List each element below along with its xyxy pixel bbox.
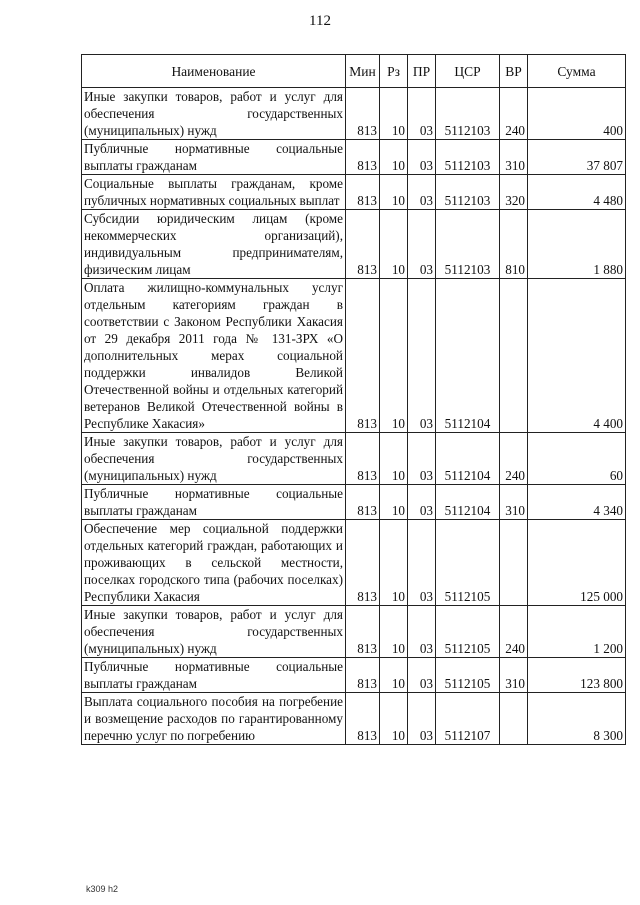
header-vr: ВР <box>500 55 528 88</box>
row-pr: 03 <box>408 88 436 140</box>
row-rz: 10 <box>380 520 408 606</box>
row-vr: 240 <box>500 88 528 140</box>
row-min: 813 <box>346 606 380 658</box>
row-csr: 5112103 <box>436 210 500 279</box>
row-pr: 03 <box>408 433 436 485</box>
row-sum: 4 480 <box>528 175 626 210</box>
header-sum: Сумма <box>528 55 626 88</box>
header-csr: ЦСР <box>436 55 500 88</box>
row-csr: 5112105 <box>436 658 500 693</box>
row-rz: 10 <box>380 693 408 745</box>
row-min: 813 <box>346 693 380 745</box>
budget-table <box>81 54 626 745</box>
row-rz: 10 <box>380 433 408 485</box>
row-rz: 10 <box>380 140 408 175</box>
row-csr: 5112105 <box>436 520 500 606</box>
row-pr: 03 <box>408 279 436 433</box>
header-name: Наименование <box>82 55 346 88</box>
row-name: Публичные нормативные социальные выплаты гражданам <box>82 140 346 175</box>
row-name: Оплата жилищно-коммунальных услуг отдельным категориям граждан в соответствии с Законом Республики Хакасия от 29 декабря 2011 года № 131-ЗРХ «О дополнительных мерах социальной поддержки инвалидов Великой Отечественной войны и отдельных категорий ветеранов Великой Отечественной войны в Республике Хакасия» <box>82 279 346 433</box>
row-vr <box>500 520 528 606</box>
row-vr: 310 <box>500 658 528 693</box>
row-name: Иные закупки товаров, работ и услуг для обеспечения государственных (муниципальных) нужд <box>82 606 346 658</box>
row-rz: 10 <box>380 658 408 693</box>
row-name: Социальные выплаты гражданам, кроме публичных нормативных социальных выплат <box>82 175 346 210</box>
row-vr: 240 <box>500 606 528 658</box>
row-csr: 5112104 <box>436 485 500 520</box>
row-pr: 03 <box>408 485 436 520</box>
row-pr: 03 <box>408 175 436 210</box>
header-rz: Рз <box>380 55 408 88</box>
table-header-row <box>82 55 626 88</box>
row-sum: 123 800 <box>528 658 626 693</box>
row-pr: 03 <box>408 520 436 606</box>
row-vr: 810 <box>500 210 528 279</box>
row-name: Публичные нормативные социальные выплаты гражданам <box>82 485 346 520</box>
row-name: Иные закупки товаров, работ и услуг для обеспечения государственных (муниципальных) нужд <box>82 433 346 485</box>
table-row <box>82 433 626 485</box>
row-sum: 400 <box>528 88 626 140</box>
row-rz: 10 <box>380 175 408 210</box>
header-min: Мин <box>346 55 380 88</box>
table-row <box>82 88 626 140</box>
table-row <box>82 606 626 658</box>
row-vr <box>500 279 528 433</box>
table-row <box>82 140 626 175</box>
row-min: 813 <box>346 485 380 520</box>
header-pr: ПР <box>408 55 436 88</box>
row-vr <box>500 693 528 745</box>
row-min: 813 <box>346 140 380 175</box>
row-min: 813 <box>346 520 380 606</box>
table-row <box>82 693 626 745</box>
row-csr: 5112107 <box>436 693 500 745</box>
row-rz: 10 <box>380 485 408 520</box>
row-rz: 10 <box>380 279 408 433</box>
row-name: Обеспечение мер социальной поддержки отдельных категорий граждан, работающих и проживающих в сельской местности, поселках городского типа (рабочих поселках) Республики Хакасия <box>82 520 346 606</box>
row-name: Субсидии юридическим лицам (кроме некоммерческих организаций), индивидуальным предпринимателям, физическим лицам <box>82 210 346 279</box>
row-rz: 10 <box>380 606 408 658</box>
row-csr: 5112103 <box>436 140 500 175</box>
row-pr: 03 <box>408 606 436 658</box>
row-sum: 37 807 <box>528 140 626 175</box>
row-min: 813 <box>346 433 380 485</box>
page-number: 112 <box>309 13 331 29</box>
row-vr: 310 <box>500 485 528 520</box>
table-row <box>82 658 626 693</box>
row-pr: 03 <box>408 210 436 279</box>
table-row <box>82 279 626 433</box>
table-row <box>82 175 626 210</box>
row-csr: 5112103 <box>436 175 500 210</box>
row-vr: 310 <box>500 140 528 175</box>
row-sum: 60 <box>528 433 626 485</box>
row-vr: 320 <box>500 175 528 210</box>
row-csr: 5112103 <box>436 88 500 140</box>
row-rz: 10 <box>380 88 408 140</box>
row-name: Иные закупки товаров, работ и услуг для обеспечения государственных (муниципальных) нужд <box>82 88 346 140</box>
row-csr: 5112105 <box>436 606 500 658</box>
row-sum: 1 880 <box>528 210 626 279</box>
table-row <box>82 210 626 279</box>
row-pr: 03 <box>408 693 436 745</box>
footer-code: k309 h2 <box>86 884 119 894</box>
row-min: 813 <box>346 175 380 210</box>
row-pr: 03 <box>408 140 436 175</box>
row-rz: 10 <box>380 210 408 279</box>
row-min: 813 <box>346 88 380 140</box>
row-sum: 125 000 <box>528 520 626 606</box>
row-csr: 5112104 <box>436 279 500 433</box>
row-vr: 240 <box>500 433 528 485</box>
row-min: 813 <box>346 279 380 433</box>
row-min: 813 <box>346 210 380 279</box>
row-sum: 4 400 <box>528 279 626 433</box>
row-csr: 5112104 <box>436 433 500 485</box>
row-sum: 8 300 <box>528 693 626 745</box>
row-name: Выплата социального пособия на погребение и возмещение расходов по гарантированному перечню услуг по погребению <box>82 693 346 745</box>
table-row <box>82 485 626 520</box>
row-sum: 4 340 <box>528 485 626 520</box>
row-min: 813 <box>346 658 380 693</box>
table-row <box>82 520 626 606</box>
row-pr: 03 <box>408 658 436 693</box>
row-sum: 1 200 <box>528 606 626 658</box>
row-name: Публичные нормативные социальные выплаты гражданам <box>82 658 346 693</box>
